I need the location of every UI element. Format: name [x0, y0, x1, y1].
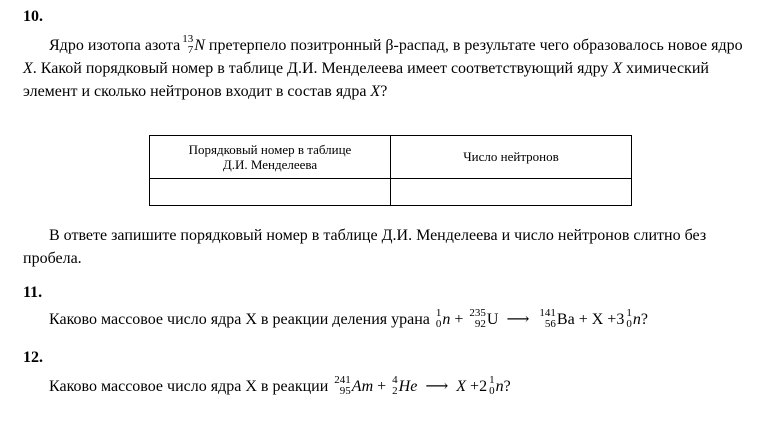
x-product-symbol: X [591, 311, 604, 328]
task-11-text: Каково массовое число ядра X в реакции деления урана [49, 311, 430, 328]
task-12-end: ? [503, 378, 511, 395]
nitrogen-isotope-indices [182, 34, 193, 56]
reaction-arrow-icon-2: ⟶ [425, 378, 449, 395]
uranium-mass: 235 [469, 307, 486, 320]
neutron-coefficient-12: 2 [479, 378, 488, 395]
isotope-charge: 7 [187, 44, 194, 57]
x-product-symbol-12: X [456, 378, 467, 395]
x-symbol-3: X [370, 83, 381, 101]
isotope-mass: 13 [182, 33, 194, 46]
uranium-charge: 92 [474, 318, 486, 331]
barium-symbol: Ba [556, 311, 575, 328]
task-10-text-start: Ядро изотопа азота [49, 37, 181, 54]
task-12-text: Каково массовое число ядра X в реакции [49, 378, 329, 395]
americium-symbol: Am [351, 378, 374, 395]
neutron-charge: 0 [435, 318, 442, 331]
answer-table [149, 135, 632, 206]
answer-cell-ordinal[interactable] [150, 179, 391, 206]
neutron-coefficient: 3 [616, 311, 625, 328]
task-10-text-mid: . Какой порядковый номер в таблице Д.И. Менделеева имеет соответствующий ядру [32, 60, 613, 78]
barium-indices [539, 308, 556, 330]
x-symbol-2: X [612, 60, 623, 78]
uranium-indices [469, 308, 486, 330]
task-11-question: Каково массовое число ядра X в реакции деления урана 1 0 n + 235 92 U ⟶ 141 56 Ba + X +3 1 0 n? [49, 307, 648, 331]
barium-mass: 141 [539, 307, 556, 320]
neutron-symbol-12: n [495, 378, 504, 395]
helium-indices [392, 375, 398, 397]
task-10-instruction [23, 224, 753, 270]
neutron-mass: 1 [435, 307, 442, 320]
americium-charge: 95 [339, 385, 351, 398]
answer-cell-neutrons[interactable] [391, 179, 632, 206]
product-neutron-charge: 0 [626, 318, 632, 331]
task-10-text [23, 34, 753, 103]
table-header-neutrons: Число нейтронов [391, 136, 632, 179]
neutron-indices [436, 308, 442, 330]
task-10-text-end: ? [380, 83, 388, 101]
reaction-arrow-icon: ⟶ [506, 311, 530, 328]
neutron-indices-12 [489, 375, 495, 397]
task-10-number: 10. [23, 8, 43, 25]
helium-mass: 4 [392, 374, 398, 387]
neutron-symbol: n [442, 311, 451, 328]
uranium-symbol: U [486, 311, 499, 328]
task-10-text-mid2: химический элемент и сколько нейтронов входит в состав ядра [23, 60, 709, 101]
product-neutron-symbol: n [632, 311, 641, 328]
helium-symbol: He [398, 378, 418, 395]
task-12-question: Каково массовое число ядра X в реакции 241 95 Am + 4 2 He ⟶ X +2 1 0 n? [49, 374, 511, 398]
americium-mass: 241 [334, 374, 351, 387]
x-symbol: X [23, 60, 33, 78]
helium-charge: 2 [392, 385, 398, 398]
task-12-number: 12. [23, 349, 43, 366]
neutron-mass-12: 1 [489, 374, 495, 387]
product-neutron-mass: 1 [626, 307, 632, 320]
header-ordinal-line2: Д.И. Менделеева [222, 157, 318, 172]
americium-indices [334, 375, 351, 397]
header-ordinal-line1: Порядковый номер в таблице [188, 142, 352, 157]
product-neutron-indices [626, 308, 632, 330]
neutron-charge-12: 0 [489, 385, 495, 398]
task-10-instruction-text: В ответе запишите порядковый номер в таблице Д.И. Менделеева и число нейтронов слитно без пробела. [23, 227, 707, 267]
task-11-number: 11. [23, 284, 43, 301]
table-header-ordinal [150, 136, 391, 179]
task-10-text-after-isotope: претерпело позитронный β-распад, в результате чего образовалось новое ядро [204, 37, 743, 54]
isotope-symbol: N [194, 37, 205, 54]
task-11-end: ? [640, 311, 648, 328]
barium-charge: 56 [544, 318, 556, 331]
